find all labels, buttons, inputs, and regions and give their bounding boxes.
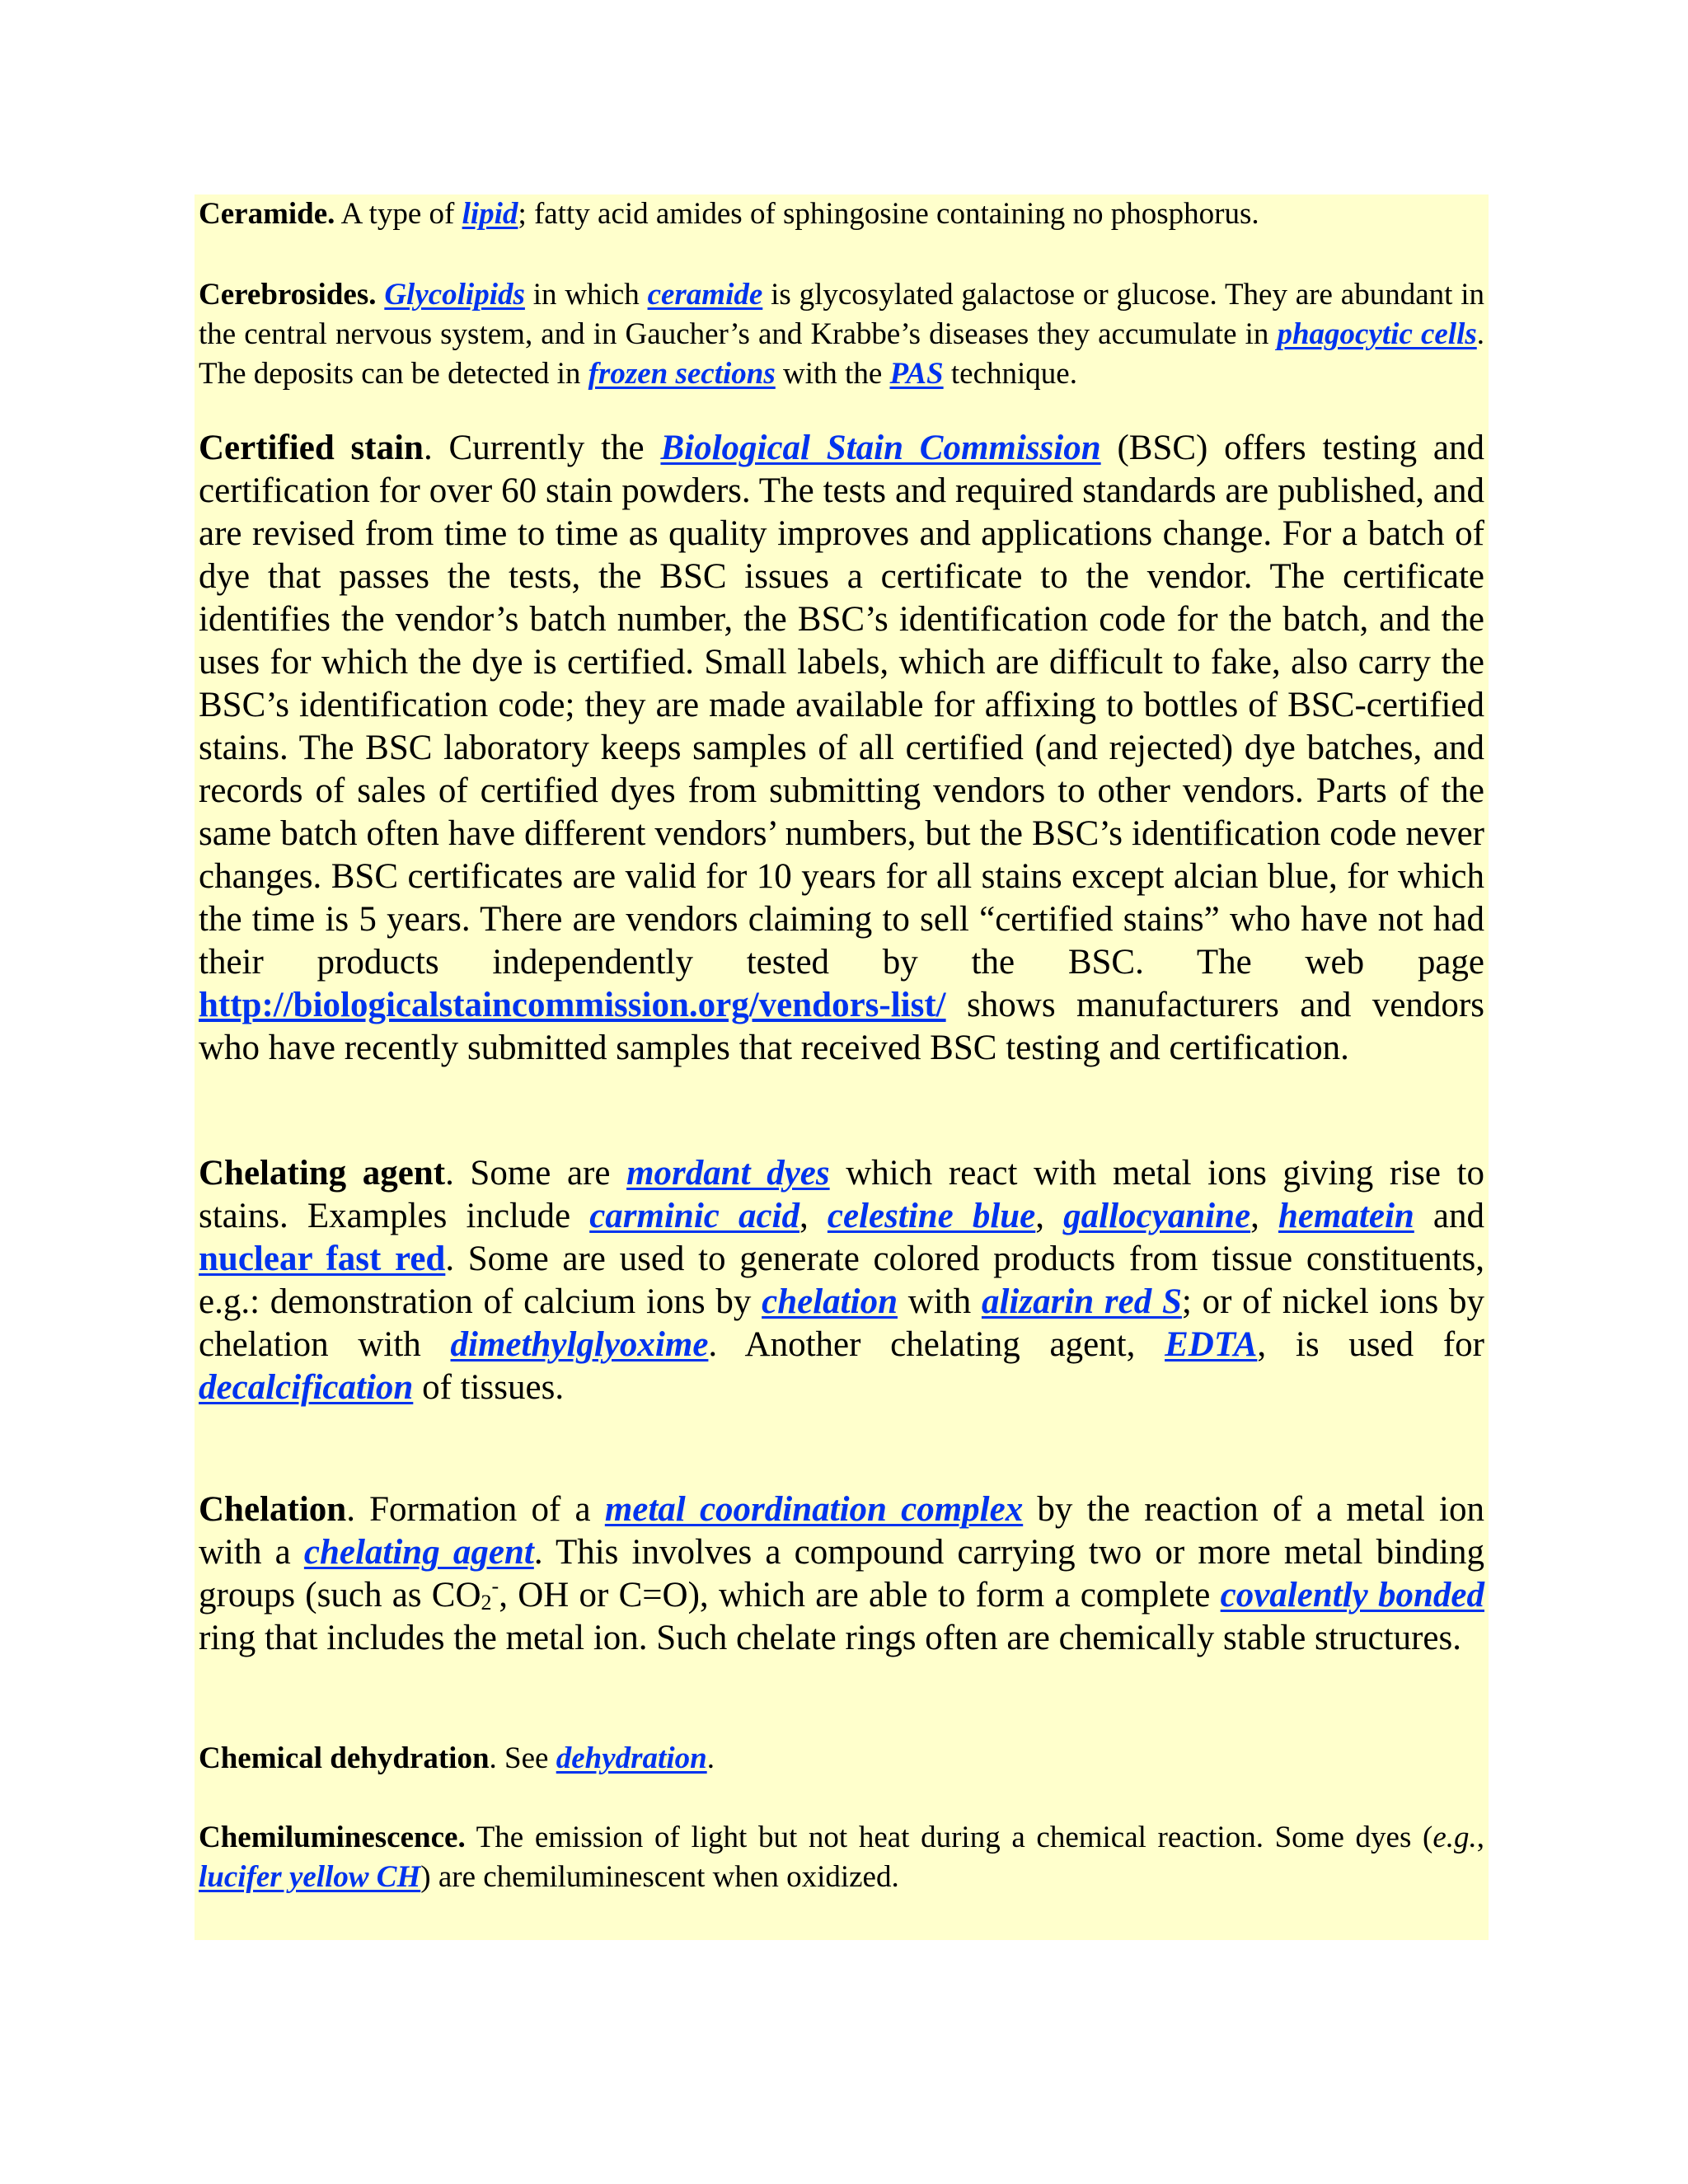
entry-text bbox=[376, 278, 384, 312]
entry-text: . Formation of a bbox=[346, 1490, 605, 1529]
entry-text: , bbox=[1250, 1197, 1278, 1235]
term-certified-stain: Certified stain bbox=[199, 429, 424, 467]
term-chelating-agent: Chelating agent bbox=[199, 1154, 446, 1193]
link-biological-stain-commission[interactable]: Biological Stain Commission bbox=[660, 429, 1101, 467]
term-chelation: Chelation bbox=[199, 1490, 347, 1529]
entry-text: A type of bbox=[335, 197, 462, 231]
link-covalently-bonded[interactable]: covalently bonded bbox=[1220, 1576, 1484, 1615]
entry-text: . Another chelating agent, bbox=[708, 1325, 1165, 1364]
link-dimethylglyoxime[interactable]: dimethylglyoxime bbox=[450, 1325, 709, 1364]
term-chemical-dehydration: Chemical dehydration bbox=[199, 1741, 490, 1775]
entry-text: is glycosylated galactose or glucose. They are abundant in the central nervous system, and in Gaucher’s and Krabbe’s diseases they accumulate in bbox=[199, 278, 1485, 351]
entry-text: . bbox=[706, 1741, 715, 1775]
link-chelation[interactable]: chelation bbox=[762, 1282, 898, 1321]
link-decalcification[interactable]: decalcification bbox=[199, 1368, 414, 1407]
link-metal-coordination-complex[interactable]: metal coordination complex bbox=[604, 1490, 1024, 1529]
entry-text: in which bbox=[524, 278, 648, 312]
entry-text: and bbox=[1414, 1197, 1485, 1235]
entry-text: ; or of nickel ions by chelation with bbox=[199, 1282, 1484, 1364]
entry-text: ; fatty acid amides of sphingosine containing no phosphorus. bbox=[518, 197, 1259, 231]
entry-text: with the bbox=[775, 357, 890, 391]
term-cerebrosides: Cerebrosides. bbox=[199, 278, 377, 312]
term-chemiluminescence: Chemiluminescence. bbox=[199, 1821, 466, 1854]
link-carminic-acid[interactable]: carminic acid bbox=[589, 1197, 799, 1235]
entry-text: The emission of light but not heat during a chemical reaction. Some dyes ( bbox=[465, 1821, 1433, 1854]
entry-text: , is used for bbox=[1257, 1325, 1484, 1364]
link-dehydration[interactable]: dehydration bbox=[556, 1741, 707, 1775]
entry-text: with bbox=[897, 1282, 982, 1321]
entry-text: of tissues. bbox=[413, 1368, 565, 1407]
link-nuclear-fast-red[interactable]: nuclear fast red bbox=[199, 1240, 446, 1278]
entry-text: (BSC) offers testing and certification for over 60 stain powders. The tests and required standards are published, and are revised from time to time as quality improves and applications change. For a batch of dye that passes the tests, the BSC issues a certificate to the vendor. The certificate identifies the vendor’s batch number, the BSC’s identification code for the batch, and the uses for which the dye is certified. Small labels, which are difficult to fake, also carry the BSC’s identification code; they are made available for affixing to bottles of BSC-certified stains. The BSC laboratory keeps samples of all certified (and rejected) dye batches, and records of sales of certified dyes from submitting vendors to other vendors. Parts of the same batch often have different vendors’ numbers, but the BSC’s identification code never changes. BSC certificates are valid for 10 years for all stains except alcian blue, for which the time is 5 years. There are vendors claiming to sell “certified stains” who have not had their products independently tested by the BSC. The web page bbox=[199, 429, 1484, 982]
entry-chelation bbox=[199, 1488, 1484, 1660]
entry-chelating-agent bbox=[199, 1152, 1484, 1409]
entry-text: . Some are bbox=[445, 1154, 627, 1193]
superscript-minus: - bbox=[491, 1574, 499, 1598]
entry-text: , bbox=[1035, 1197, 1064, 1235]
entry-chemiluminescence bbox=[199, 1818, 1484, 1897]
entry-text: . This involves a compound carrying two or more metal binding groups (such as CO bbox=[199, 1533, 1484, 1615]
link-chelating-agent[interactable]: chelating agent bbox=[303, 1533, 534, 1572]
link-edta[interactable]: EDTA bbox=[1165, 1325, 1258, 1364]
link-frozen-sections[interactable]: frozen sections bbox=[588, 357, 776, 391]
subscript-two: 2 bbox=[481, 1591, 492, 1615]
link-hematein[interactable]: hematein bbox=[1278, 1197, 1414, 1235]
link-alizarin-red-s[interactable]: alizarin red S bbox=[981, 1282, 1182, 1321]
entry-ceramide bbox=[199, 194, 1484, 234]
entry-text: . Some are used to generate colored products from tissue constituents, e.g.: demonstration of calcium ions by bbox=[199, 1240, 1485, 1321]
entry-text: , bbox=[799, 1197, 828, 1235]
entry-text: . See bbox=[489, 1741, 556, 1775]
link-mordant-dyes[interactable]: mordant dyes bbox=[626, 1154, 830, 1193]
entry-text: shows manufacturers and vendors who have recently submitted samples that received BSC testing and certification. bbox=[199, 986, 1484, 1067]
entry-text: ) are chemiluminescent when oxidized. bbox=[420, 1860, 899, 1894]
eg-abbreviation: e.g. bbox=[1432, 1821, 1477, 1854]
entry-text: by the reaction of a metal ion with a bbox=[199, 1490, 1484, 1572]
entry-cerebrosides bbox=[199, 275, 1484, 394]
link-glycolipids[interactable]: Glycolipids bbox=[384, 278, 525, 312]
entry-certified-stain bbox=[199, 427, 1484, 1070]
entry-text: which react with metal ions giving rise to stains. Examples include bbox=[199, 1154, 1485, 1235]
link-celestine-blue[interactable]: celestine blue bbox=[827, 1197, 1036, 1235]
entry-chemical-dehydration bbox=[199, 1739, 1484, 1779]
link-gallocyanine[interactable]: gallocyanine bbox=[1063, 1197, 1251, 1235]
entry-text: . The deposits can be detected in bbox=[199, 317, 1484, 391]
term-ceramide: Ceramide. bbox=[199, 197, 335, 231]
entry-text: , OH or C=O), which are able to form a complete bbox=[499, 1576, 1221, 1615]
link-lucifer-yellow-ch[interactable]: lucifer yellow CH bbox=[199, 1860, 421, 1894]
link-ceramide[interactable]: ceramide bbox=[647, 278, 763, 312]
link-lipid[interactable]: lipid bbox=[462, 197, 518, 231]
link-vendors-list-url[interactable]: http://biologicalstaincommission.org/vendors-list/ bbox=[199, 986, 946, 1024]
link-pas[interactable]: PAS bbox=[889, 357, 944, 391]
entry-text: technique. bbox=[943, 357, 1077, 391]
link-phagocytic-cells[interactable]: phagocytic cells bbox=[1277, 317, 1477, 351]
entry-text: ring that includes the metal ion. Such chelate rings often are chemically stable structures. bbox=[199, 1619, 1461, 1657]
entry-text: , bbox=[1476, 1821, 1484, 1854]
entry-text: . Currently the bbox=[423, 429, 661, 467]
